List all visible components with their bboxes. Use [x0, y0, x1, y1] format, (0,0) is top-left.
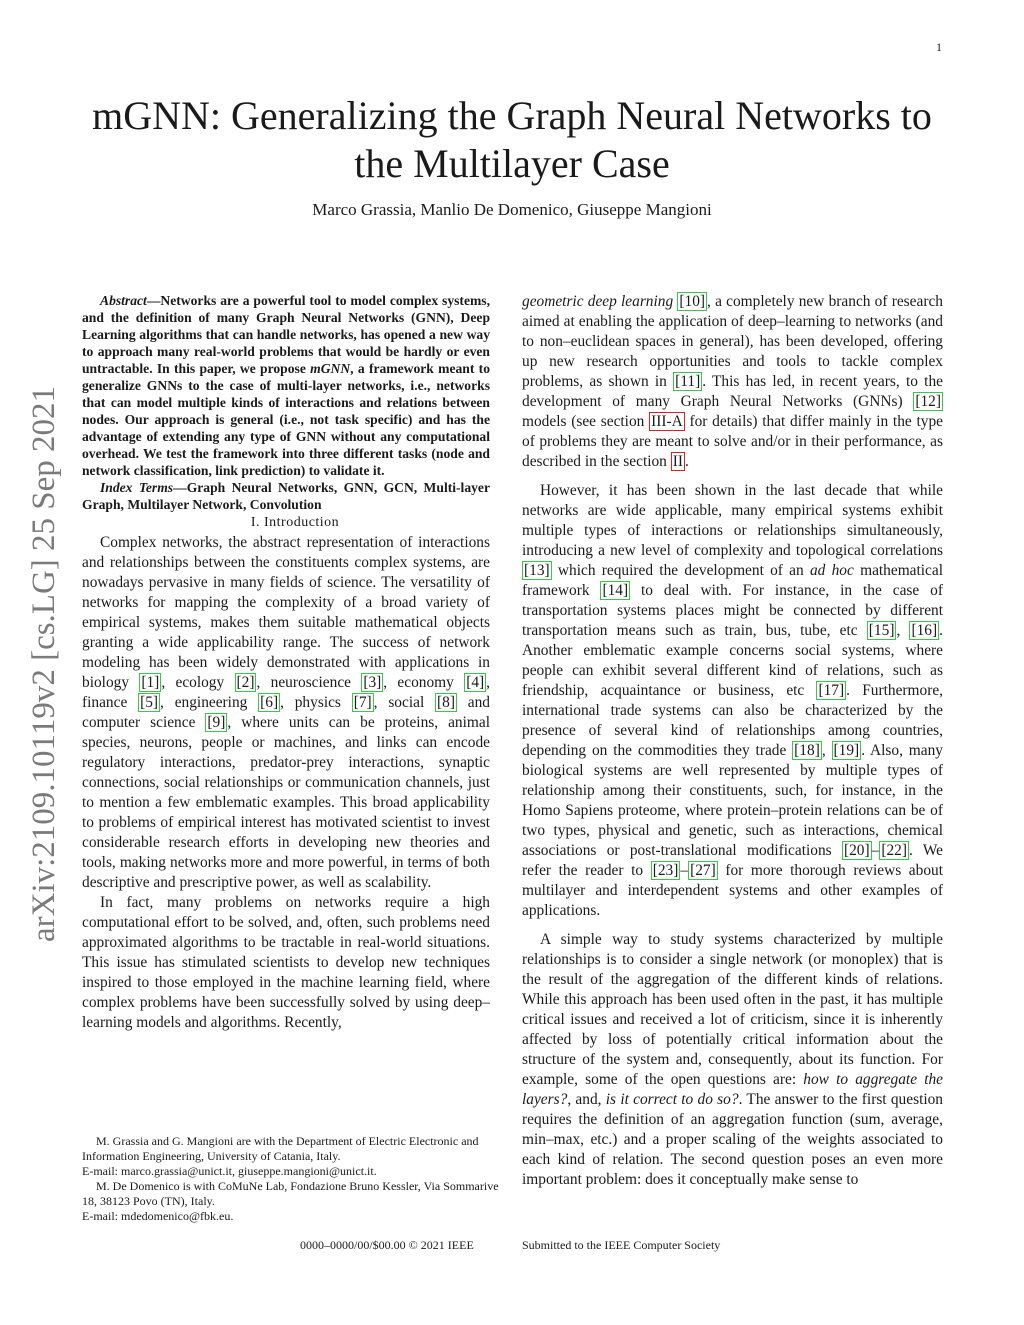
- copyright-notice: 0000–0000/00/$00.00 © 2021 IEEE: [300, 1238, 474, 1252]
- index-terms-label: Index Terms: [100, 480, 174, 495]
- citation-link[interactable]: [4]: [466, 674, 485, 691]
- paragraph: A simple way to study systems characterized by multiple relationships is to consider a single network (or monoplex) that is the result of the aggregation of the different kinds of relations. While this approach has been used often in the past, it has multiple critical issues and received a lot of criticism, since it is inherently affected by loss of potentially critical information about the structure of the system and, consequently, about its function. For example, some of the open questions are: how to aggregate the layers?, and, is it correct to do so?. The answer to the first question requires the definition of an aggregation function (sum, average, min–max, etc.) and a proper scaling of the weights associated to each kind of relation. The second question poses an even more important problem: does it conceptually make sense to: [522, 931, 944, 1188]
- section-heading: I. Introduction: [250, 515, 340, 530]
- citation-link[interactable]: [9]: [207, 714, 226, 731]
- paragraph: geometric deep learning [10] , a completely new branch of research aimed at enabling the application of deep–learning to networks (and to non–euclidean spaces in general), has been developed, offering up new research opportunities and tools to tackle complex problems, as shown in [11] . This has led, in recent years, to the development of many Graph Neural Networks (GNNs) [12] models (see section III-A for details) that differ mainly in the type of problems they are meant to solve and/or in their performance, as described in the section II .: [522, 293, 943, 470]
- paragraph: In fact, many problems on networks require a high computational effort to be solved, and, often, such problems need approximated algorithms to be tractable in real-world situations. This issue has stimulated scientists to develop new techniques inspired to those employed in the machine learning field, where complex problems have been successfully solved by using deep–learning models and algorithms. Recently,: [82, 894, 490, 1031]
- citation-link[interactable]: [17]: [818, 682, 845, 699]
- citation-link[interactable]: [5]: [140, 694, 159, 711]
- citation-link[interactable]: [22]: [881, 842, 907, 859]
- citation-link[interactable]: [7]: [353, 694, 372, 711]
- citation-link[interactable]: [15]: [868, 622, 895, 639]
- abstract-label: Abstract: [100, 293, 147, 308]
- citation-link[interactable]: [12]: [915, 393, 941, 410]
- abstract: Abstract—Networks are a powerful tool to model complex systems, and the definition of many Graph Neural Networks (GNN), Deep Learning algorithms that can handle networks, has opened a new way to approach many real-world problems that would be hardly or even untractable. In this paper, we propose mGNN, a framework meant to generalize GNNs to the case of multi-layer networks, i.e., networks that can model multiple kinds of interactions and relations between nodes. Our approach is general (i.e., not task specific) and has the advantage of extending any type of GNN without any computational overhead. We test the framework into three different tasks (node and network classification, link prediction) to validate it.: [82, 293, 490, 478]
- footnote: M. Grassia and G. Mangioni are with the Department of Electric Electronic and Information Engineering, University of Catania, Italy.: [82, 1134, 479, 1163]
- citation-link[interactable]: [27]: [690, 862, 716, 879]
- section-link[interactable]: II: [672, 453, 683, 470]
- citation-link[interactable]: [8]: [437, 694, 455, 711]
- footnote-email: E-mail: marco.grassia@unict.it, giuseppe.mangioni@unict.it.: [82, 1164, 377, 1178]
- citation-link[interactable]: [16]: [911, 622, 938, 639]
- paragraph: However, it has been shown in the last decade that while networks are wide applicable, many empirical systems exhibit multiple types of interactions or relationships simultaneously, introducing a new level of complexity and topological correlations [13] which required the development of an ad hoc mathematical framework [14] to deal with. For instance, in the case of transportation systems places might be connected by different transportation means such as train, bus, tube, etc [15] , [16] . Another emblematic example concerns social systems, where people can exhibit several different kind of relations, such as friendship, acquaintance or business, etc [17] . Furthermore, international trade systems can also be characterized by the presence of several kind of relationships among countries, depending on the commodities they trade [18] , [19] . Also, many biological systems are well represented by multiple types of relationship among their constituents, such, for instance, in the Homo Sapiens proteome, where protein–protein relations can be of two types, physical and genetic, such as interactions, chemical associations or post-translational modifications [20] – [22] . We refer the reader to [23] – [27] for more thorough reviews about multilayer and interdependent systems and other examples of applications.: [522, 482, 944, 919]
- page-number: 1: [936, 40, 942, 54]
- citation-link[interactable]: [11]: [675, 373, 701, 390]
- left-column: [82, 292, 490, 1033]
- citation-link[interactable]: [18]: [794, 742, 820, 759]
- citation-link[interactable]: [14]: [602, 582, 629, 599]
- paragraph: Complex networks, the abstract representation of interactions and relationships between the constituents complex systems, are nowadays pervasive in many fields of science. The versatility of networks for mapping the complexity of a broad variety of empirical systems, makes them suitable mathematical objects granting a wide applicability range. The success of network modeling has been widely demonstrated with applications in biology [1] , ecology [2] , neuroscience [3] , economy [4] , finance [5] , engineering [6] , physics [7] , social [8] and computer science [9] , where units can be proteins, animal species, neurons, people or machines, and links can encode regulatory interactions, predator-prey interactions, synaptic connections, social relationships or communication channels, just to mention a few emblematic examples. This broad applicability to problems of empirical interest has motivated scientist to invest considerable research efforts in developing new theories and tools, making networks more and more powerful, in terms of both descriptive and prescriptive power, as well as scalability.: [82, 534, 490, 891]
- citation-link[interactable]: [19]: [833, 742, 860, 759]
- footnotes: [82, 1134, 502, 1224]
- index-terms: Index Terms—Graph Neural Networks, GNN, GCN, Multi-layer Graph, Multilayer Network, Convolution: [82, 480, 490, 512]
- footnote-email: E-mail: mdedomenico@fbk.eu.: [82, 1209, 234, 1223]
- citation-link[interactable]: [23]: [652, 862, 679, 879]
- footnote: M. De Domenico is with CoMuNe Lab, Fondazione Bruno Kessler, Via Sommarive 18, 38123 Povo (TN), Italy.: [82, 1179, 499, 1208]
- citation-link[interactable]: [13]: [524, 562, 550, 579]
- citation-link[interactable]: [6]: [260, 694, 279, 711]
- citation-link[interactable]: [3]: [363, 674, 382, 691]
- section-link[interactable]: III-A: [651, 413, 683, 430]
- paper-title: mGNN: Generalizing the Graph Neural Networks to the Multilayer Case: [92, 93, 932, 186]
- citation-link[interactable]: [1]: [141, 674, 160, 691]
- right-column: [522, 292, 943, 1190]
- citation-link[interactable]: [10]: [679, 293, 706, 310]
- author-list: Marco Grassia, Manlio De Domenico, Giuseppe Mangioni: [312, 200, 712, 219]
- citation-link[interactable]: [2]: [236, 674, 255, 691]
- citation-link[interactable]: [20]: [843, 842, 870, 859]
- arxiv-identifier: arXiv:2109.10119v2 [cs.LG] 25 Sep 2021: [26, 385, 62, 942]
- submission-note: Submitted to the IEEE Computer Society: [522, 1238, 721, 1252]
